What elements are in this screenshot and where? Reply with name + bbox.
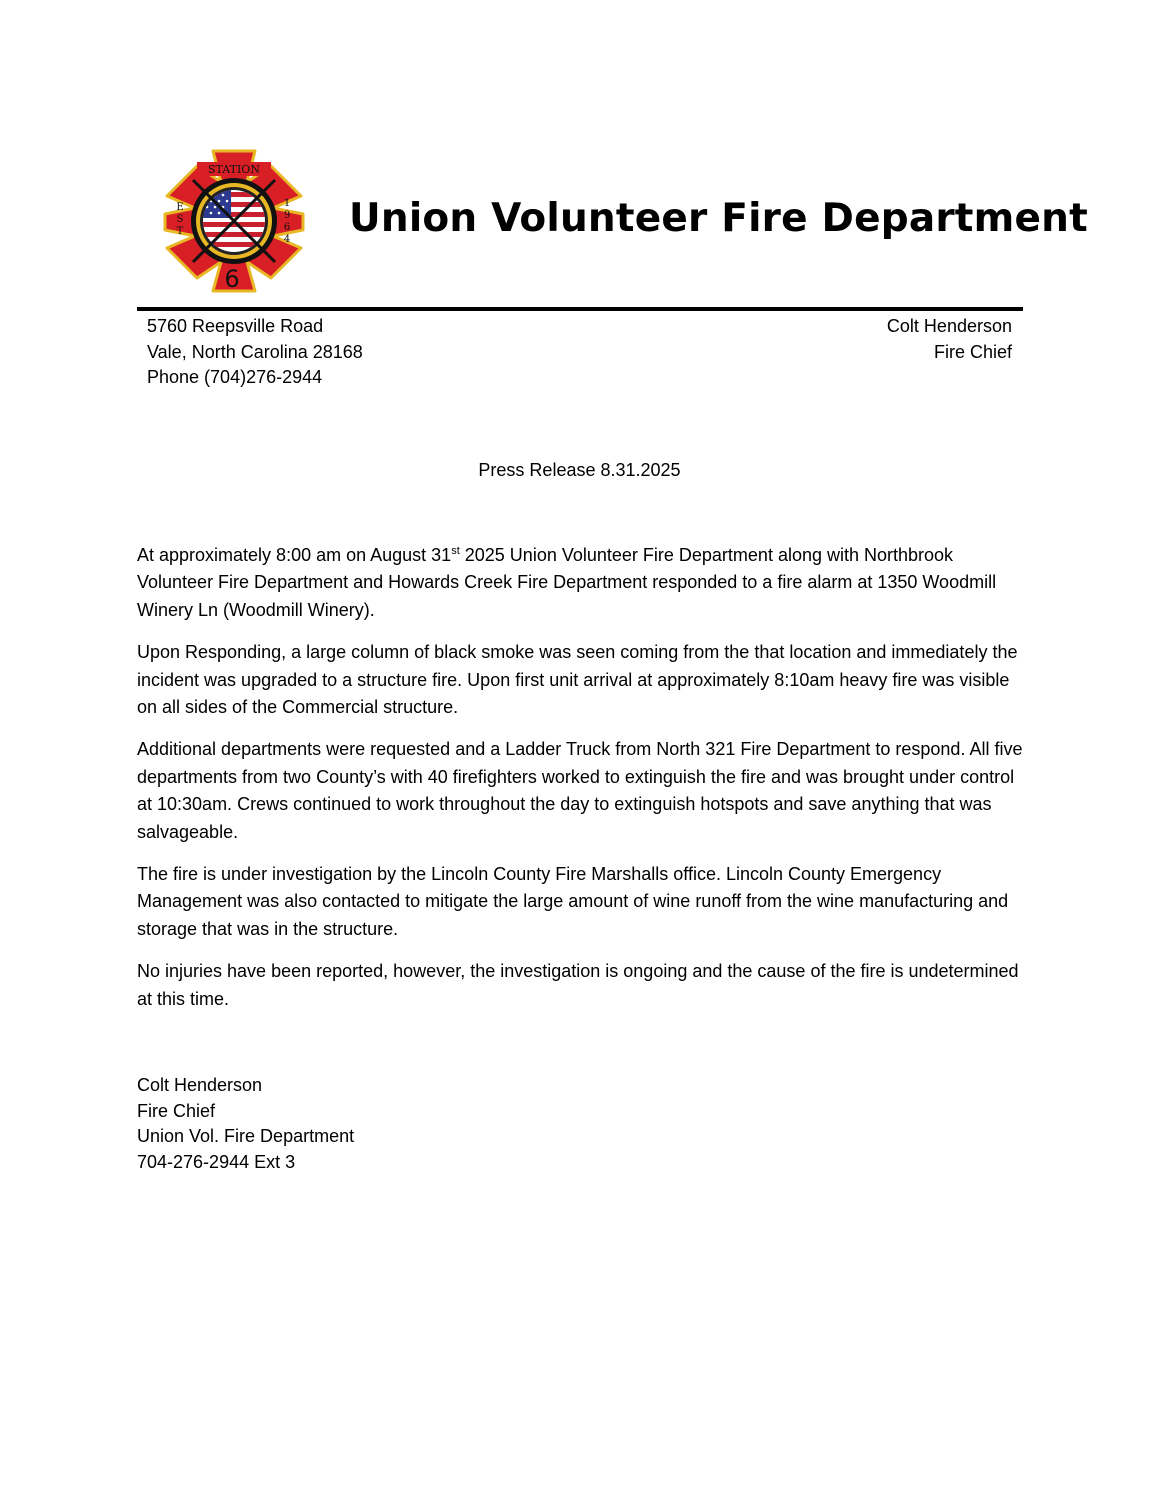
press-release-body [137, 542, 1027, 1028]
signature-org: Union Vol. Fire Department [137, 1126, 355, 1146]
logo-est-letter: E [176, 202, 184, 213]
logo-station-text: STATION [208, 163, 260, 176]
signature-name: Colt Henderson [137, 1075, 263, 1095]
logo-year-digit: 1 [283, 198, 291, 209]
signature-phone: 704-276-2944 Ext 3 [137, 1151, 296, 1172]
logo-year-digit: 4 [283, 234, 291, 245]
logo-year-digit: 6 [283, 222, 291, 233]
body-paragraph: The fire is under investigation by the Lincoln County Fire Marshalls office. Lincoln County Emergency Management was also contacted to mitigate the large amount of wine runoff from the wine manufacturing and storage that was in the structure. [137, 864, 1009, 939]
chief-contact [887, 314, 1012, 365]
contact-name: Colt Henderson [886, 316, 1012, 336]
maltese-cross-icon [163, 148, 305, 294]
signature-role: Fire Chief [137, 1100, 216, 1121]
logo-station-number: 6 [224, 265, 240, 293]
contact-role: Fire Chief [933, 341, 1012, 362]
department-title: Union Volunteer Fire Department [349, 196, 1088, 241]
logo-year-digit: 9 [283, 210, 291, 221]
logo-est-letter: T [176, 226, 184, 237]
address-line-city: Vale, North Carolina 28168 [147, 341, 363, 362]
department-address [147, 314, 363, 391]
body-paragraph: Upon Responding, a large column of black smoke was seen coming from the that location and immediately the incident was upgraded to a structure fire. Upon first unit arrival at approximately 8:10am heavy fire was visible on all sides of the Commercial structure. [137, 642, 1018, 718]
paragraph-text: 2025 Union Volunteer Fire Department along with Northbrook Volunteer Fire Department and Howards Creek Fire Department responded to a fire alarm at 1350 Woodmill Winery Ln (Woodmill Winery). [137, 545, 997, 620]
signature-block [137, 1073, 354, 1175]
address-line-phone: Phone (704)276-2944 [147, 367, 323, 387]
address-line-street: 5760 Reepsville Road [147, 316, 324, 336]
logo-est-letter: S [176, 214, 184, 225]
press-release-title: Press Release 8.31.2025 [478, 460, 681, 480]
header-divider [137, 307, 1023, 311]
paragraph-text: At approximately 8:00 am on August 31 [137, 545, 452, 565]
body-paragraph [137, 542, 1027, 624]
body-paragraph: Additional departments were requested and a Ladder Truck from North 321 Fire Department to respond. All five departments from two County’s with 40 firefighters worked to extinguish the fire and was brought under control at 10:30am. Crews continued to work throughout the day to extinguish hotspots and save anything that was salvageable. [137, 739, 1023, 842]
ordinal-suffix: st [451, 545, 460, 557]
department-logo [163, 148, 305, 294]
body-paragraph: No injuries have been reported, however, the investigation is ongoing and the cause of the fire is undetermined at this time. [137, 961, 1019, 1009]
